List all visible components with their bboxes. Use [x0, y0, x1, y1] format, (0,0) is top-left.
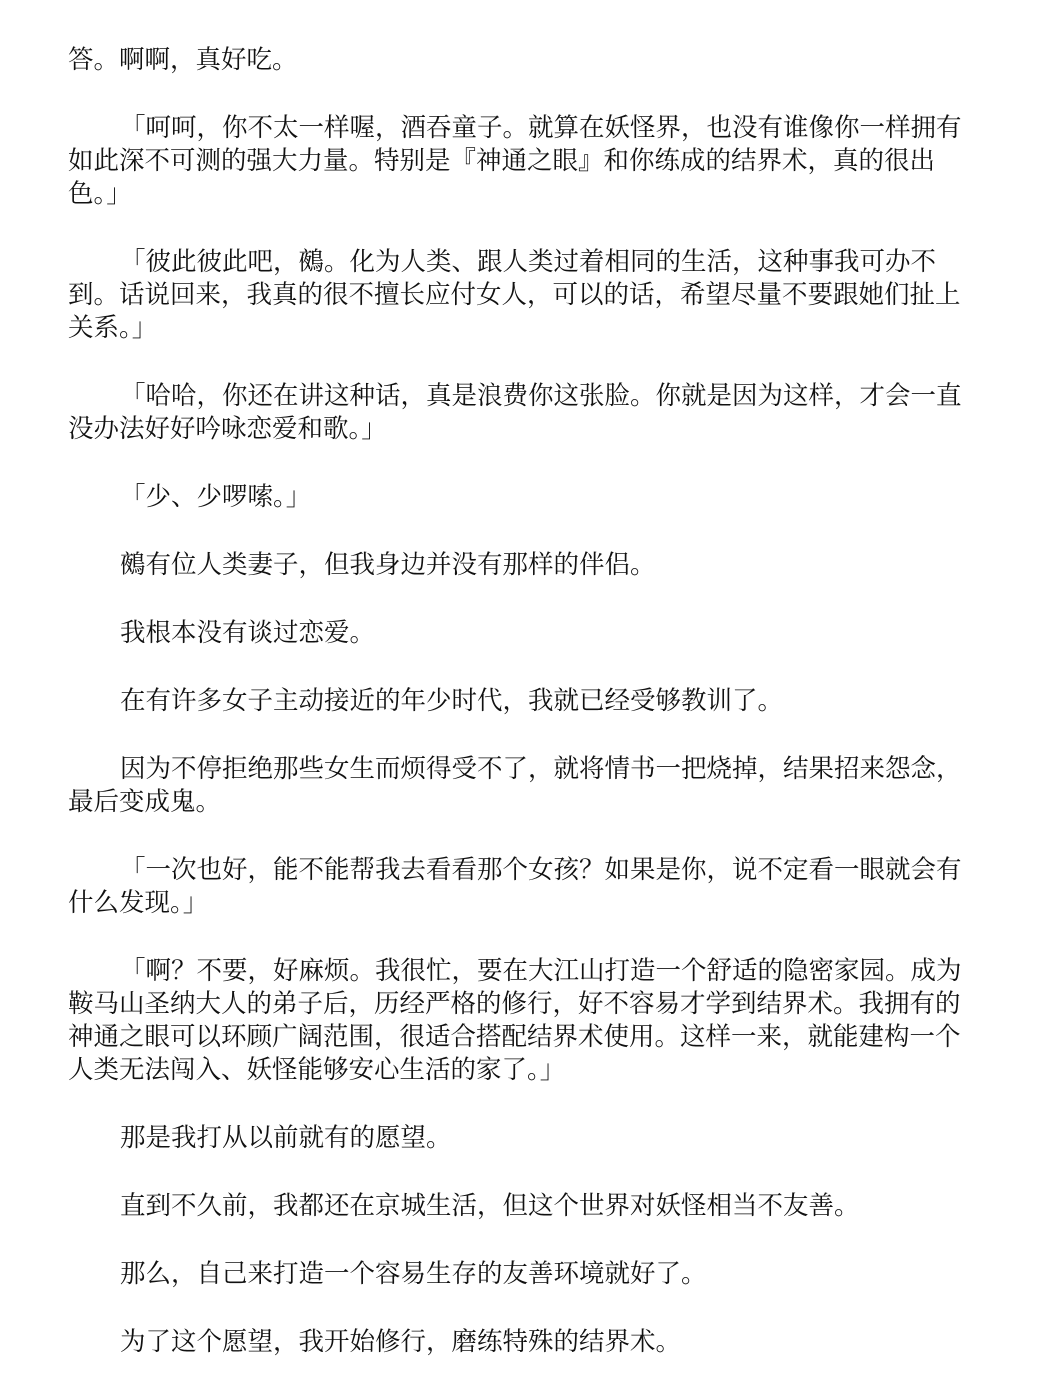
paragraph: 我根本没有谈过恋爱。	[120, 618, 376, 648]
paragraph: 在有许多女子主动接近的年少时代，我就已经受够教训了。	[120, 686, 784, 716]
paragraph: 「少、少啰嗦。」	[120, 482, 312, 512]
paragraph: 答。啊啊，真好吃。	[68, 45, 298, 75]
paragraph: 鵺有位人类妻子，但我身边并没有那样的伴侣。	[120, 550, 656, 580]
paragraph: 「一次也好，能不能帮我去看看那个女孩？如果是你，说不定看一眼就会有什么发现。」	[68, 855, 962, 918]
paragraph: 直到不久前，我都还在京城生活，但这个世界对妖怪相当不友善。	[120, 1191, 860, 1221]
paragraph: 「啊？不要，好麻烦。我很忙，要在大江山打造一个舒适的隐密家园。成为鞍马山圣纳大人的弟子后，历经严格的修行，好不容易才学到结界术。我拥有的神通之眼可以环顾广阔范围，很适合搭配结界术使用。这样一来，就能建构一个人类无法闯入、妖怪能够安心生活的家了。」	[68, 956, 962, 1085]
paragraph: 因为不停拒绝那些女生而烦得受不了，就将情书一把烧掉，结果招来怨念，最后变成鬼。	[68, 754, 962, 817]
paragraph: 那么，自己来打造一个容易生存的友善环境就好了。	[120, 1259, 707, 1289]
paragraph: 「哈哈，你还在讲这种话，真是浪费你这张脸。你就是因为这样，才会一直没办法好好吟咏恋爱和歌。」	[68, 381, 962, 444]
paragraph: 为了这个愿望，我开始修行，磨练特殊的结界术。	[120, 1327, 682, 1357]
paragraph: 「呵呵，你不太一样喔，酒吞童子。就算在妖怪界，也没有谁像你一样拥有如此深不可测的强大力量。特别是『神通之眼』和你练成的结界术，真的很出色。」	[68, 113, 962, 209]
document-page	[68, 44, 974, 1394]
paragraph: 那是我打从以前就有的愿望。	[120, 1123, 452, 1153]
paragraph: 「彼此彼此吧，鵺。化为人类、跟人类过着相同的生活，这种事我可办不到。话说回来，我真的很不擅长应付女人，可以的话，希望尽量不要跟她们扯上关系。」	[68, 247, 961, 343]
